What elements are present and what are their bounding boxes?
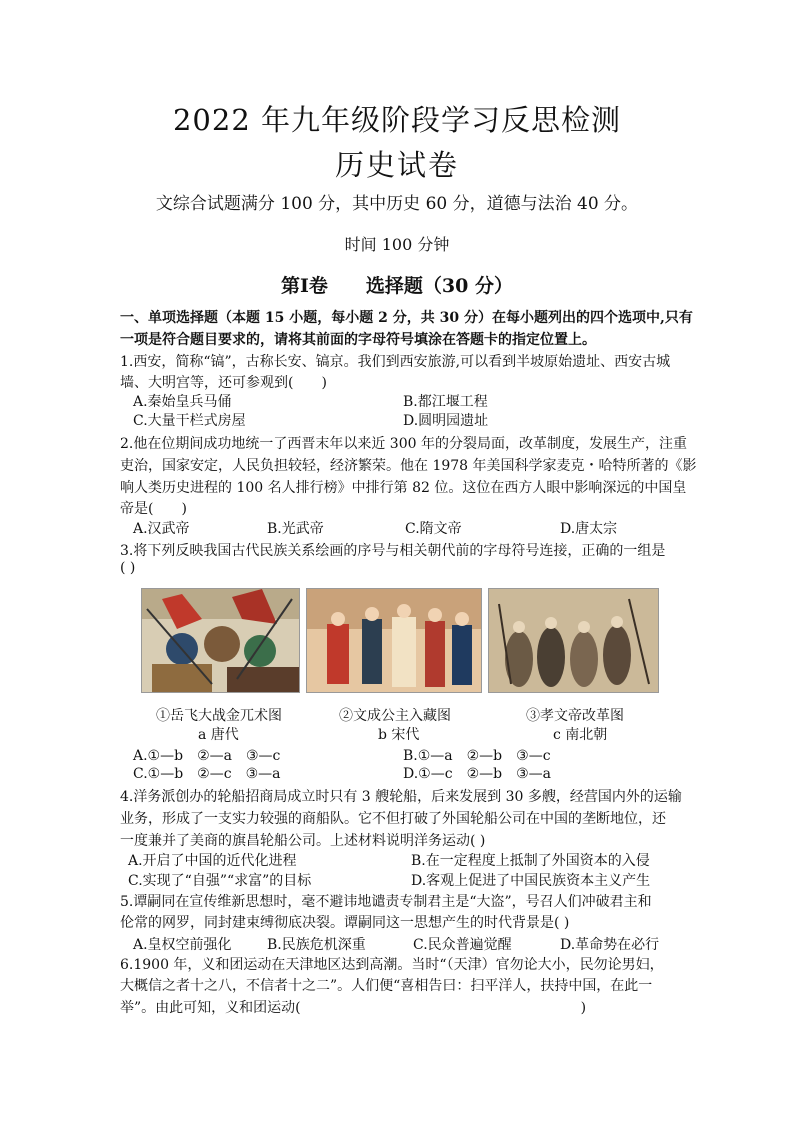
q4-option-a: A.开启了中国的近代化进程: [128, 853, 297, 869]
q1-option-a: A.秦始皇兵马俑: [133, 394, 232, 410]
q4-stem-3: 一度兼并了美商的旗昌轮船公司。上述材料说明洋务运动( ): [120, 833, 486, 849]
q3-stem-2: ( ): [120, 560, 136, 576]
q3-option-d: D.①—c ②—b ③—a: [403, 766, 551, 782]
era-b: b 宋代: [378, 727, 420, 743]
era-a: a 唐代: [198, 727, 239, 743]
q2-stem-1: 2.他在位期间成功地统一了西晋末年以来近 300 年的分裂局面，改革制度，发展生产，注重: [120, 436, 687, 452]
q5-option-d: D.革命势在必行: [560, 937, 660, 953]
q2-option-b: B.光武帝: [267, 521, 324, 537]
q5-option-b: B.民族危机深重: [267, 937, 366, 953]
q1-option-d: D.圆明园遗址: [403, 413, 489, 429]
q3-option-c: C.①—b ②—c ③—a: [133, 766, 281, 782]
q3-option-a: A.①—b ②—a ③—c: [133, 748, 281, 764]
q1-option-b: B.都江堰工程: [403, 394, 488, 410]
q2-stem-2: 吏治，国家安定，人民负担较轻，经济繁荣。他在 1978 年美国科学家麦克・哈特所著的《影: [120, 458, 697, 474]
time-note: 时间 100 分钟: [344, 235, 450, 254]
q2-stem-4: 帝是( ): [120, 501, 187, 517]
q3-stem-1: 3.将下列反映我国古代民族关系绘画的序号与相关朝代前的字母符号连接，正确的一组是: [120, 543, 666, 559]
q1-stem-1: 1.西安，简称“镐”，古称长安、镐京。我们到西安旅游,可以看到半坡原始遗址、西安古城: [120, 354, 671, 370]
q4-stem-1: 4.洋务派创办的轮船招商局成立时只有 3 艘轮船，后来发展到 30 多艘，经营国内外的运输: [120, 789, 682, 805]
q5-option-a: A.皇权空前强化: [133, 937, 232, 953]
caption-2: ②文成公主入藏图: [339, 708, 451, 724]
q2-option-a: A.汉武帝: [133, 521, 190, 537]
q4-option-c: C.实现了“自强”“求富”的目标: [128, 873, 312, 889]
q4-stem-2: 业务，形成了一支实力较强的商船队。它不但打破了外国轮船公司在中国的垄断地位，还: [120, 811, 666, 827]
q1-option-c: C.大量干栏式房屋: [133, 413, 246, 429]
painting-yuefei-battle-image: [141, 588, 300, 693]
era-c: c 南北朝: [553, 727, 608, 743]
q2-stem-3: 响人类历史进程的 100 名人排行榜》中排行第 82 位。这位在西方人眼中影响深远的中国皇: [120, 480, 687, 496]
q2-option-d: D.唐太宗: [560, 521, 618, 537]
instructions-line-2: 一项是符合题目要求的，请将其前面的字母符号填涂在答题卡的指定位置上。: [120, 332, 596, 348]
q2-option-c: C.隋文帝: [405, 521, 462, 537]
score-note: 文综合试题满分 100 分，其中历史 60 分，道德与法治 40 分。: [155, 194, 639, 214]
q6-stem-2: 大概信之者十之八，不信者十之二”。人们便“喜相告曰：扫平洋人，扶持中国，在此一: [120, 978, 653, 994]
q3-option-b: B.①—a ②—b ③—c: [403, 748, 551, 764]
q5-option-c: C.民众普遍觉醒: [413, 937, 512, 953]
q1-stem-2: 墙、大明宫等，还可参观到( ): [120, 375, 327, 391]
painting-wencheng-princess-image: [306, 588, 482, 693]
painting-xiaowen-reform-image: [488, 588, 659, 693]
section-heading: 第Ⅰ卷 选择题（30 分）: [281, 275, 513, 297]
q5-stem-2: 伦常的网罗，同封建束缚彻底决裂。谭嗣同这一思想产生的时代背景是( ): [120, 915, 570, 931]
q4-option-b: B.在一定程度上抵制了外国资本的入侵: [411, 853, 650, 869]
q5-stem-1: 5.谭嗣同在宣传维新思想时，毫不避讳地谴责专制君主是“大盗”，号召人们冲破君主和: [120, 894, 652, 910]
instructions-line-1: 一、单项选择题（本题 15 小题，每小题 2 分，共 30 分）在每小题列出的四个选项中,只有: [120, 310, 693, 326]
exam-subtitle: 历史试卷: [334, 148, 459, 182]
caption-1: ①岳飞大战金兀术图: [156, 708, 282, 724]
q6-stem-3: 举”。由此可知，义和团运动( ): [120, 1000, 587, 1016]
q6-stem-1: 6.1900 年，义和团运动在天津地区达到高潮。当时“（天津）官勿论大小，民勿论男妇，: [120, 957, 664, 973]
caption-3: ③孝文帝改革图: [526, 708, 624, 724]
q4-option-d: D.客观上促进了中国民族资本主义产生: [411, 873, 651, 889]
exam-title: 2022 年九年级阶段学习反思检测: [172, 103, 622, 137]
